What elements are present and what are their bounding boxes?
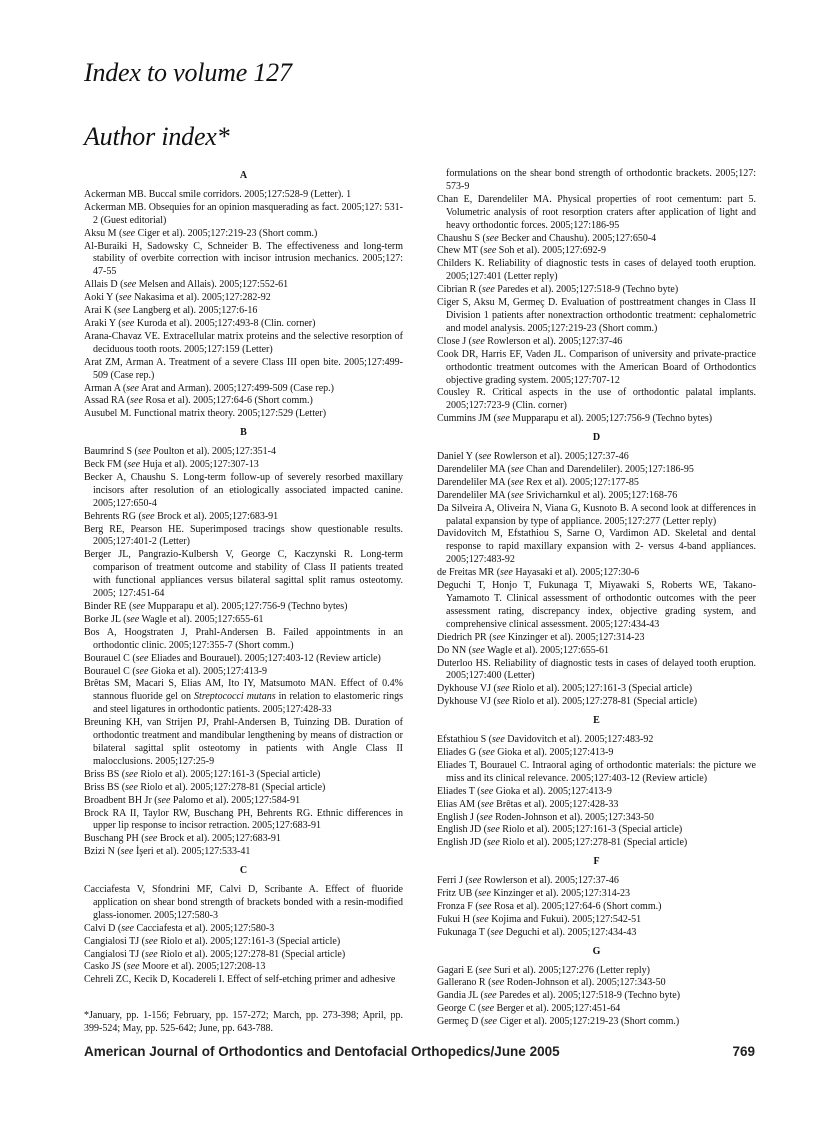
entry-italic: see [487, 837, 500, 849]
entry-italic: see [120, 846, 134, 858]
index-entry [84, 717, 403, 769]
index-entry [84, 202, 403, 228]
index-entry [437, 927, 756, 940]
entry-text: Ciger et al). 2005;127:219-23 (Short comm.) [496, 1016, 680, 1028]
entry-italic: see [144, 948, 158, 960]
entry-text: Kojima and Fukui). 2005;127:542-51 [488, 913, 642, 925]
index-entry [84, 769, 403, 782]
index-entry [437, 336, 756, 349]
entry-text: Baumrind S ( [84, 446, 138, 458]
entry-text: Casko JS ( [84, 961, 127, 973]
entry-text: Fukunaga T ( [437, 926, 491, 938]
entry-text: Gallerano R ( [437, 977, 492, 989]
entry-text: Cummins JM ( [437, 413, 498, 425]
index-entry [437, 233, 756, 246]
entry-italic: see [157, 794, 171, 806]
entry-italic: see [121, 922, 134, 934]
entry-italic: see [117, 305, 131, 317]
index-entry [84, 395, 403, 408]
entry-text: Eliades T, Bourauel C. Intraoral aging of orthodontic materials: the picture we miss and its clinical relevance. 2005;127:403-12 (Review article) [437, 759, 756, 784]
entry-text: Broadbent BH Jr ( [84, 794, 158, 806]
entry-italic: see [468, 875, 482, 887]
entry-text: Chaushu S ( [437, 232, 486, 244]
index-entry [437, 799, 756, 812]
volume-title: Index to volume 127 [84, 58, 292, 87]
index-entry [84, 446, 403, 459]
entry-text: Riolo et al). 2005;127:161-3 (Special article) [509, 683, 693, 695]
index-entry [84, 241, 403, 280]
entry-text: Riolo et al). 2005;127:161-3 (Special article) [157, 935, 341, 947]
journal-name: American Journal of Orthodontics and Dentofacial Orthopedics/June 2005 [84, 1044, 560, 1059]
entry-italic: see [492, 631, 506, 643]
entry-italic: see [137, 446, 151, 458]
index-entry [84, 383, 403, 396]
entry-text: Rosa et al). 2005;127:64-6 (Short comm.) [142, 395, 313, 407]
entry-text: Poulton et al). 2005;127:351-4 [150, 446, 276, 458]
index-entry [84, 472, 403, 511]
entry-italic: see [135, 665, 149, 677]
index-entry [84, 666, 403, 679]
entry-text: Wagle et al). 2005;127:655-61 [484, 644, 610, 656]
entry-italic: see [510, 463, 524, 475]
entry-text: Buschang PH ( [84, 833, 145, 845]
index-entry [437, 786, 756, 799]
index-entry [437, 349, 756, 388]
entry-text: Cook DR, Harris EF, Vaden JL. Comparison of university and private-practice orthodontic treatment outcomes with the American Board of Orthodontics objective grading system. 2005;127:707-12 [437, 348, 756, 386]
entry-text: Cacciafesta et al). 2005;127:580-3 [134, 922, 275, 934]
entry-text: Germeç D ( [437, 1016, 485, 1028]
entry-text: Davidovitch et al). 2005;127:483-92 [504, 734, 654, 746]
entry-text: Da Silveira A, Oliveira N, Viana G, Kusnoto B. A second look at differences in palatal expansion by type of appliance. 2005;127:277 (Letter reply) [437, 502, 756, 527]
index-entry [437, 683, 756, 696]
index-entry [84, 305, 403, 318]
entry-text: Calvi D ( [84, 922, 122, 934]
index-entry [437, 734, 756, 747]
entry-italic: see [491, 977, 505, 989]
index-entry [437, 477, 756, 490]
index-entry [84, 923, 403, 936]
entry-italic: see [481, 1003, 495, 1015]
entry-text: Darendeliler MA ( [437, 489, 511, 501]
page-number: 769 [732, 1044, 755, 1059]
entry-text: Bourauel C ( [84, 665, 136, 677]
entry-italic: see [483, 990, 497, 1002]
entry-text: Melsen and Allais). 2005;127:552-61 [136, 279, 289, 291]
entry-italic: see [482, 284, 495, 296]
section-letter: G [592, 945, 601, 957]
index-entry [437, 194, 756, 233]
section-letter: B [240, 427, 247, 439]
index-entry [437, 990, 756, 1003]
entry-text: Becker and Chaushu). 2005;127:650-4 [498, 232, 657, 244]
entry-italic: see [478, 900, 492, 912]
entry-text: Chew MT ( [437, 245, 484, 257]
entry-text: Cangialosi TJ ( [84, 935, 145, 947]
entry-text: Aksu M ( [84, 227, 123, 239]
entry-italic: see [121, 317, 135, 329]
entry-text: Deguchi T, Honjo T, Fukunaga T, Miyawaki S, Roberts WE, Takano-Yamamoto T. Clinical assessment of orthodontic outcomes with the peer assessment rating, discrepancy index, objective grading system, and comprehensive clinical assessment. 2005;127:434-43 [437, 580, 756, 630]
index-entry [84, 808, 403, 834]
entry-text: Rowlerson et al). 2005;127:37-46 [481, 875, 619, 887]
entry-text: Arana-Chavaz VE. Extracellular matrix proteins and the selective resorption of deciduous tooth roots. 2005;127:159 (Letter) [84, 330, 403, 355]
entry-text: Kinzinger et al). 2005;127:314-23 [505, 631, 645, 643]
entry-text: Dykhouse VJ ( [437, 683, 497, 695]
entry-italic: see [480, 798, 494, 810]
entry-text: Soh et al). 2005;127:692-9 [496, 245, 606, 257]
entry-italic: see [475, 913, 489, 925]
index-entry [437, 413, 756, 426]
index-entry [437, 490, 756, 503]
index-entry [84, 833, 403, 846]
entry-italic: see [478, 888, 491, 900]
entry-text: Nakasima et al). 2005;127:282-92 [131, 292, 271, 304]
entry-text: Do NN ( [437, 644, 472, 656]
entry-text: Dykhouse VJ ( [437, 696, 497, 708]
entry-text: Eliades G ( [437, 746, 482, 758]
entry-text: Berger JL, Pangrazio-Kulbersh V, George C, Kaczynski R. Long-term comparison of treatment outcome and stability of Class II patients treated with functional appliances versus bilateral sagittal split ramus osteotomy. 2005; 127:451-64 [84, 549, 403, 600]
entry-text: Riolo et al). 2005;127:278-81 (Special article) [137, 781, 326, 793]
right-column [437, 168, 756, 1029]
entry-text: Borke JL ( [84, 613, 127, 625]
entry-text: Brock et al). 2005;127:683-91 [157, 833, 281, 845]
left-column [84, 168, 403, 987]
index-entry [84, 511, 403, 524]
entry-text: Wagle et al). 2005;127:655-61 [139, 613, 264, 625]
entry-text: Cangialosi TJ ( [84, 948, 145, 960]
entry-italic: see [144, 833, 158, 845]
entry-text: Becker A, Chaushu S. Long-term follow-up of severely resorbed maxillary incisors after resolution of an etiologically associated impacted canine. 2005;127:650-4 [84, 471, 403, 509]
entry-text: Moore et al). 2005;127:208-13 [139, 961, 266, 973]
index-entry [437, 888, 756, 901]
entry-italic: see [123, 279, 137, 291]
entry-text: Aoki Y ( [84, 292, 119, 304]
entry-text: Brock et al). 2005;127:683-91 [154, 510, 279, 522]
entry-text: Cehreli ZC, Kecik D, Kocadereli I. Effect of self-etching primer and adhesive [84, 974, 396, 986]
index-entry [84, 459, 403, 472]
entry-text: Kinzinger et al). 2005;127:314-23 [490, 888, 631, 900]
index-entry [437, 1016, 756, 1029]
entry-text: Briss BS ( [84, 768, 126, 780]
entry-text: Ciger S, Aksu M, Germeç D. Evaluation of posttreatment changes in Class II Division 1 patients after nonextraction orthodontic treatment: cephalometric and model analysis. 2005;127:219-23 (Short comm.) [437, 297, 756, 334]
entry-italic: see [487, 824, 500, 836]
entry-italic: see [480, 785, 494, 797]
entry-text: Langberg et al). 2005;127:6-16 [130, 305, 258, 317]
entry-text: Arman A ( [84, 382, 127, 394]
entry-text: Rowlerson et al). 2005;127:37-46 [484, 335, 623, 347]
entry-text: Elias AM ( [437, 798, 481, 810]
entry-text: İşeri et al). 2005;127:533-41 [133, 846, 251, 858]
index-entry [437, 503, 756, 529]
index-entry [437, 258, 756, 284]
index-entry [84, 228, 403, 241]
index-entry [437, 760, 756, 786]
entry-italic: see [472, 644, 485, 656]
entry-italic: see [478, 451, 492, 463]
entry-italic: see [497, 413, 510, 425]
entry-italic: see [125, 768, 138, 780]
entry-italic: see [482, 746, 495, 758]
entry-text: Rex et al). 2005;127:177-85 [523, 476, 639, 488]
index-entry [437, 297, 756, 336]
entry-text: Berg RE, Pearson HE. Superimposed tracings show questionable results. 2005;127:401-2 (Letter) [84, 523, 403, 548]
entry-italic: see [125, 781, 138, 793]
index-entry [437, 977, 756, 990]
entry-italic: see [496, 696, 510, 708]
entry-italic: see [122, 227, 136, 239]
entry-italic: see [132, 601, 146, 612]
entry-text: Deguchi et al). 2005;127:434-43 [503, 926, 637, 938]
index-entry [84, 549, 403, 601]
entry-text: Bos A, Hoogstraten J, Prahl-Andersen B. Failed appointments in an orthodontic clinic. 2005;127:355-7 (Short comm.) [84, 626, 403, 651]
index-entry [84, 331, 403, 357]
footnote: *January, pp. 1-156; February, pp. 157-272; March, pp. 273-398; April, pp. 399-524; May, pp. 525-642; June, pp. 643-788. [84, 1010, 403, 1034]
entry-text: Diedrich PR ( [437, 631, 493, 643]
entry-text: Riolo et al). 2005;127:278-81 (Special article) [509, 696, 698, 708]
entry-text: Davidovitch M, Efstathiou S, Sarne O, Vardimon AD. Skeletal and dental response to rapid maxillary expansion with 2- versus 4-band appliances. 2005;127:483-92 [437, 528, 756, 566]
entry-text: Ciger et al). 2005;127:219-23 (Short comm.) [135, 227, 318, 239]
entry-text: Mupparapu et al). 2005;127:756-9 (Techno bytes) [145, 601, 348, 612]
index-entry [84, 292, 403, 305]
entry-text: Riolo et al). 2005;127:278-81 (Special article) [499, 837, 688, 849]
entry-text: Gagari E ( [437, 964, 479, 976]
index-entry [437, 1003, 756, 1016]
entry-text: Brock RA II, Taylor RW, Buschang PH, Behrents RG. Ethnic differences in upper lip response to incisor retraction. 2005;127:683-91 [84, 807, 403, 832]
index-entry [437, 658, 756, 684]
section-letter: C [239, 865, 248, 877]
entry-italic: see [496, 683, 510, 695]
entry-italic: see [472, 335, 485, 347]
entry-text: Gioka et al). 2005;127:413-9 [493, 785, 612, 797]
index-entry [437, 632, 756, 645]
index-entry [84, 795, 403, 808]
index-entry [84, 189, 403, 202]
index-entry [84, 653, 403, 666]
entry-text: Beck FM ( [84, 459, 128, 471]
index-entry [84, 961, 403, 974]
index-entry [437, 837, 756, 850]
index-entry [84, 678, 403, 717]
entry-text: Daniel Y ( [437, 451, 479, 463]
index-entry [84, 936, 403, 949]
entry-text: Riolo et al). 2005;127:161-3 (Special article) [137, 768, 321, 780]
entry-text: English JD ( [437, 837, 487, 849]
index-entry [437, 812, 756, 825]
entry-text: Mupparapu et al). 2005;127:756-9 (Techno bytes) [509, 413, 713, 425]
entry-text: English JD ( [437, 824, 487, 836]
index-entry [437, 747, 756, 760]
index-entry [437, 696, 756, 709]
entry-italic: see [126, 382, 139, 394]
entry-italic: see [118, 292, 132, 304]
entry-text: Efstathiou S ( [437, 734, 492, 746]
entry-italic: see [130, 395, 143, 407]
entry-italic: see [490, 926, 504, 938]
entry-text: Childers K. Reliability of diagnostic tests in cases of delayed tooth eruption. 2005;127:401 (Letter reply) [437, 258, 756, 283]
index-entry [437, 387, 756, 413]
entry-text: Gioka et al). 2005;127:413-9 [494, 746, 614, 758]
entry-text: Bzizi N ( [84, 846, 121, 858]
entry-text: Briss BS ( [84, 781, 126, 793]
entry-text: Hayasaki et al). 2005;127:30-6 [512, 567, 640, 579]
entry-text: Arai K ( [84, 305, 118, 317]
index-entry [84, 974, 403, 987]
entry-text: Berger et al). 2005;127:451-64 [494, 1003, 621, 1015]
author-index-title: Author index* [84, 122, 230, 151]
entry-text: Palomo et al). 2005;127:584-91 [170, 794, 301, 806]
index-entry [437, 824, 756, 837]
entry-text: Riolo et al). 2005;127:278-81 (Special article) [157, 948, 346, 960]
entry-text: Al-Buraiki H, Sadowsky C, Schneider B. The effectiveness and long-term stability of overbite correction with incisor intrusion mechanics. 2005;127: 47-55 [84, 240, 403, 278]
index-entry [84, 279, 403, 292]
section-letter: D [592, 432, 601, 444]
index-entry [437, 901, 756, 914]
entry-text: Brêtas et al). 2005;127:428-33 [493, 798, 619, 810]
index-entry [84, 318, 403, 331]
entry-text: Chan and Darendeliler). 2005;127:186-95 [523, 463, 694, 475]
entry-text: Darendeliler MA ( [437, 463, 511, 475]
section-letter: F [593, 856, 600, 868]
entry-text: Srivicharnkul et al). 2005;127:168-76 [523, 489, 678, 501]
index-entry [437, 645, 756, 658]
entry-italic: see [141, 510, 155, 522]
entry-text: Kuroda et al). 2005;127:493-8 (Clin. corner) [134, 317, 316, 329]
entry-text: Bourauel C ( [84, 652, 136, 664]
entry-text: Cacciafesta V, Sfondrini MF, Calvi D, Scribante A. Effect of fluoride application on shear bond strength of brackets bonded with a resin-modified glass-ionomer. 2005;127:580-3 [84, 884, 403, 921]
index-entry [84, 949, 403, 962]
entry-italic: see [485, 232, 499, 244]
entry-text: Allais D ( [84, 279, 124, 291]
entry-text: Duterloo HS. Reliability of diagnostic tests in cases of delayed tooth eruption. 2005;127:400 (Letter) [437, 657, 756, 682]
index-entry [84, 408, 403, 421]
entry-italic: see [479, 811, 493, 823]
index-entry [84, 614, 403, 627]
entry-italic: see [478, 964, 492, 976]
entry-italic: see [135, 652, 149, 664]
entry-text: Ferri J ( [437, 875, 469, 887]
index-entry [84, 357, 403, 383]
index-entry [437, 284, 756, 297]
index-entry [437, 965, 756, 978]
entry-text: de Freitas MR ( [437, 567, 501, 579]
entry-text: Roden-Johnson et al). 2005;127:343-50 [492, 811, 654, 823]
section-letter: E [593, 715, 600, 727]
index-entry [84, 846, 403, 859]
entry-text: Breuning KH, van Strijen PJ, Prahl-Andersen B, Tuinzing DB. Duration of orthodontic treatment and mandibular lengthening by means of distraction or bilateral sagittal split osteotomy in patients with Angle Class II malocclusions. 2005;127:25-9 [84, 717, 403, 767]
entry-text: Fritz UB ( [437, 888, 479, 900]
index-entry [437, 567, 756, 580]
entry-text: Arat ZM, Arman A. Treatment of a severe Class III open bite. 2005;127:499-509 (Case rep.) [84, 356, 403, 381]
index-entry [437, 875, 756, 888]
entry-text: Fronza F ( [437, 900, 479, 912]
index-entry-continued: formulations on the shear bond strength of orthodontic brackets. 2005;127: 573-9 [446, 168, 756, 192]
entry-italic: see [492, 734, 505, 746]
entry-text: Rosa et al). 2005;127:64-6 (Short comm.) [491, 900, 662, 912]
entry-italic: see [483, 245, 497, 257]
entry-italic: see [484, 1016, 497, 1028]
entry-italic: see [126, 961, 140, 973]
entry-text: Chan E, Darendeliler MA. Physical properties of root cementum: part 5. Volumetric analysis of root resorption craters after application of light and heavy orthodontic forces. 2005;127:186-95 [437, 193, 756, 231]
index-entry [437, 528, 756, 567]
entry-italic: see [510, 489, 524, 501]
entry-text: Gioka et al). 2005;127:413-9 [148, 665, 268, 677]
index-entry [437, 580, 756, 632]
entry-text: Suri et al). 2005;127:276 (Letter reply) [491, 964, 651, 976]
entry-italic: see [144, 935, 158, 947]
entry-text: Paredes et al). 2005;127:518-9 (Techno byte) [496, 990, 681, 1002]
entry-text: Behrents RG ( [84, 510, 142, 522]
entry-text: Paredes et al). 2005;127:518-9 (Techno byte) [494, 284, 679, 296]
entry-text: Close J ( [437, 335, 472, 347]
entry-text: Ackerman MB. Buccal smile corridors. 2005;127:528-9 (Letter). 1 [84, 188, 352, 200]
entry-italic: see [127, 459, 141, 471]
entry-italic: Streptococci mutans [194, 691, 276, 703]
index-entry [437, 451, 756, 464]
index-entry [84, 601, 403, 614]
entry-text: Brêtas SM, Macari S, Elias AM, Ito IY, Matsumoto MAN. Effect of 0.4% stannous fluoride gel on [84, 678, 403, 703]
index-entry [437, 464, 756, 477]
entry-italic: see [500, 567, 513, 579]
entry-text: George C ( [437, 1003, 482, 1015]
entry-text: Eliades and Bourauel). 2005;127:403-12 (Review article) [148, 652, 381, 664]
entry-text: Ackerman MB. Obsequies for an opinion masquerading as fact. 2005;127: 531-2 (Guest editorial) [84, 201, 403, 226]
index-entry [84, 782, 403, 795]
index-entry [84, 524, 403, 550]
entry-text: Rowlerson et al). 2005;127:37-46 [491, 451, 629, 463]
section-letter: A [239, 170, 248, 181]
entry-italic: see [510, 476, 524, 488]
entry-text: Roden-Johnson et al). 2005;127:343-50 [504, 977, 666, 989]
index-entry [84, 884, 403, 923]
index-entry [437, 914, 756, 927]
entry-text: Assad RA ( [84, 395, 131, 407]
entry-text: Ausubel M. Functional matrix theory. 2005;127:529 (Letter) [84, 408, 327, 420]
entry-text: Arat and Arman). 2005;127:499-509 (Case rep.) [139, 382, 334, 394]
entry-text: Binder RE ( [84, 601, 133, 612]
entry-text: English J ( [437, 811, 480, 823]
entry-text: Gandia JL ( [437, 990, 484, 1002]
entry-text: Huja et al). 2005;127:307-13 [140, 459, 259, 471]
entry-text: in relation to elastomeric rings and steel ligatures in orthodontic patients. 2005;127:428-33 [93, 691, 403, 716]
entry-text: Araki Y ( [84, 317, 122, 329]
entry-text: Cibrian R ( [437, 284, 482, 296]
entry-text: Cousley R. Critical aspects in the use of orthodontic palatal implants. 2005;127:723-9 (Clin. corner) [437, 387, 756, 412]
entry-text: Eliades T ( [437, 785, 481, 797]
entry-text: Riolo et al). 2005;127:161-3 (Special article) [499, 824, 683, 836]
index-entry [84, 627, 403, 653]
entry-text: Darendeliler MA ( [437, 476, 511, 488]
index-entry [437, 245, 756, 258]
entry-italic: see [126, 613, 140, 625]
entry-text: Fukui H ( [437, 913, 476, 925]
